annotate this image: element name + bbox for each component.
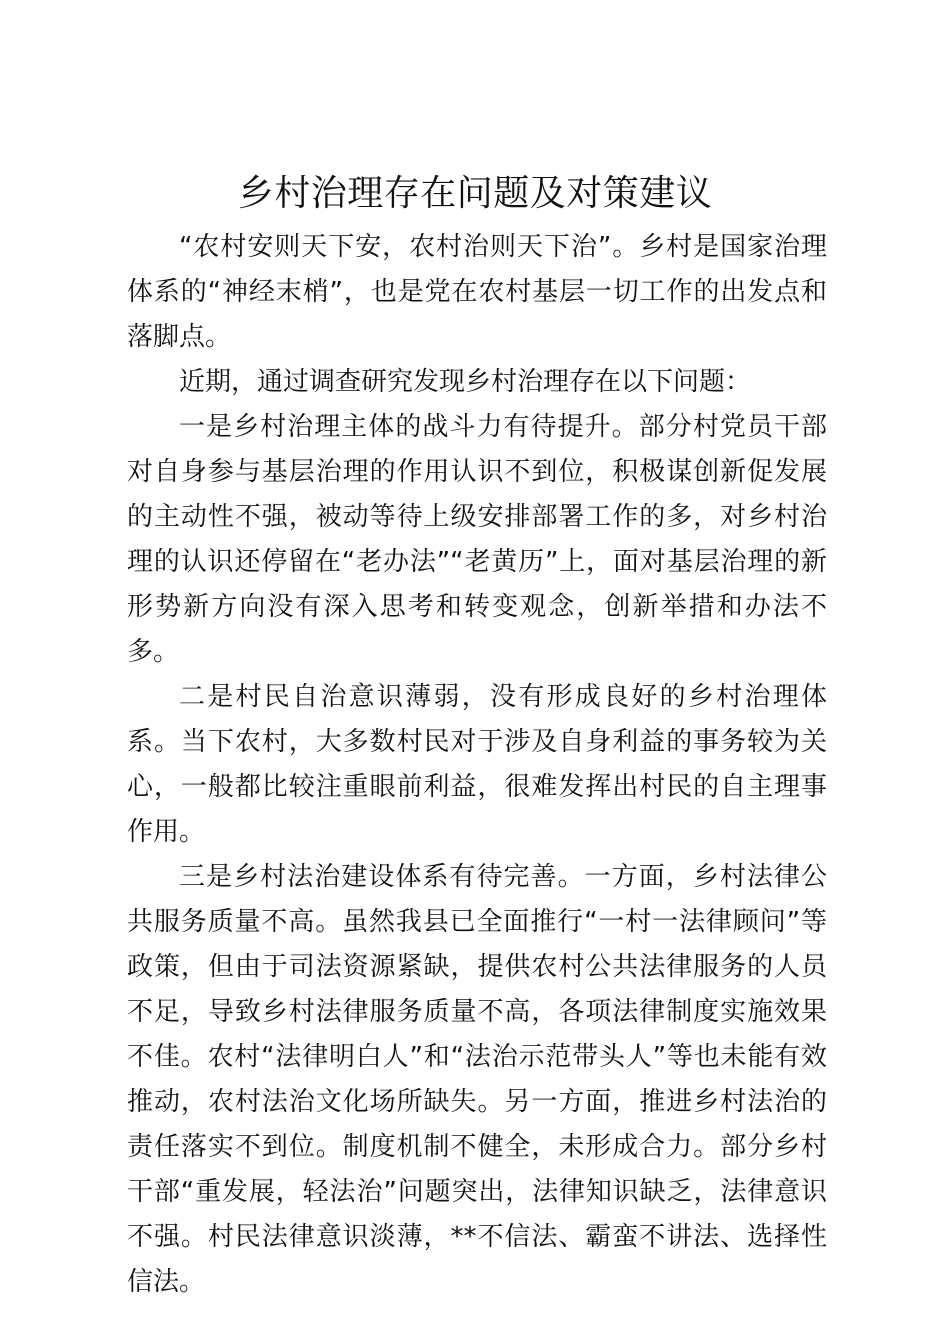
paragraph-issue-one: 一是乡村治理主体的战斗力有待提升。部分村党员干部对自身参与基层治理的作用认识不到位，积极谋创新促发展的主动性不强，被动等待上级安排部署工作的多，对乡村治理的认识还停留在“老办法”“老黄历”上，面对基层治理的新形势新方向没有深入思考和转变观念，创新举措和办法不多。: [127, 412, 827, 667]
document-body: [127, 225, 827, 1305]
paragraph-intro: “农村安则天下安，农村治则天下治”。乡村是国家治理体系的“神经末梢”，也是党在农村基层一切工作的出发点和落脚点。: [127, 232, 827, 352]
paragraph-issue-three: 三是乡村法治建设体系有待完善。一方面，乡村法律公共服务质量不高。虽然我县已全面推行“一村一法律顾问”等政策，但由于司法资源紧缺，提供农村公共法律服务的人员不足，导致乡村法律服务质量不高，各项法律制度实施效果不佳。农村“法律明白人”和“法治示范带头人”等也未能有效推动，农村法治文化场所缺失。另一方面，推进乡村法治的责任落实不到位。制度机制不健全，未形成合力。部分乡村干部“重发展，轻法治”问题突出，法律知识缺乏，法律意识不强。村民法律意识淡薄，**不信法、霸蛮不讲法、选择性信法。: [127, 862, 827, 1297]
document-title: 乡村治理存在问题及对策建议: [237, 173, 713, 214]
paragraph-issue-two: 二是村民自治意识薄弱，没有形成良好的乡村治理体系。当下农村，大多数村民对于涉及自身利益的事务较为关心，一般都比较注重眼前利益，很难发挥出村民的自主理事作用。: [127, 682, 827, 847]
paragraph-findings-lead: 近期，通过调查研究发现乡村治理存在以下问题：: [179, 367, 752, 397]
